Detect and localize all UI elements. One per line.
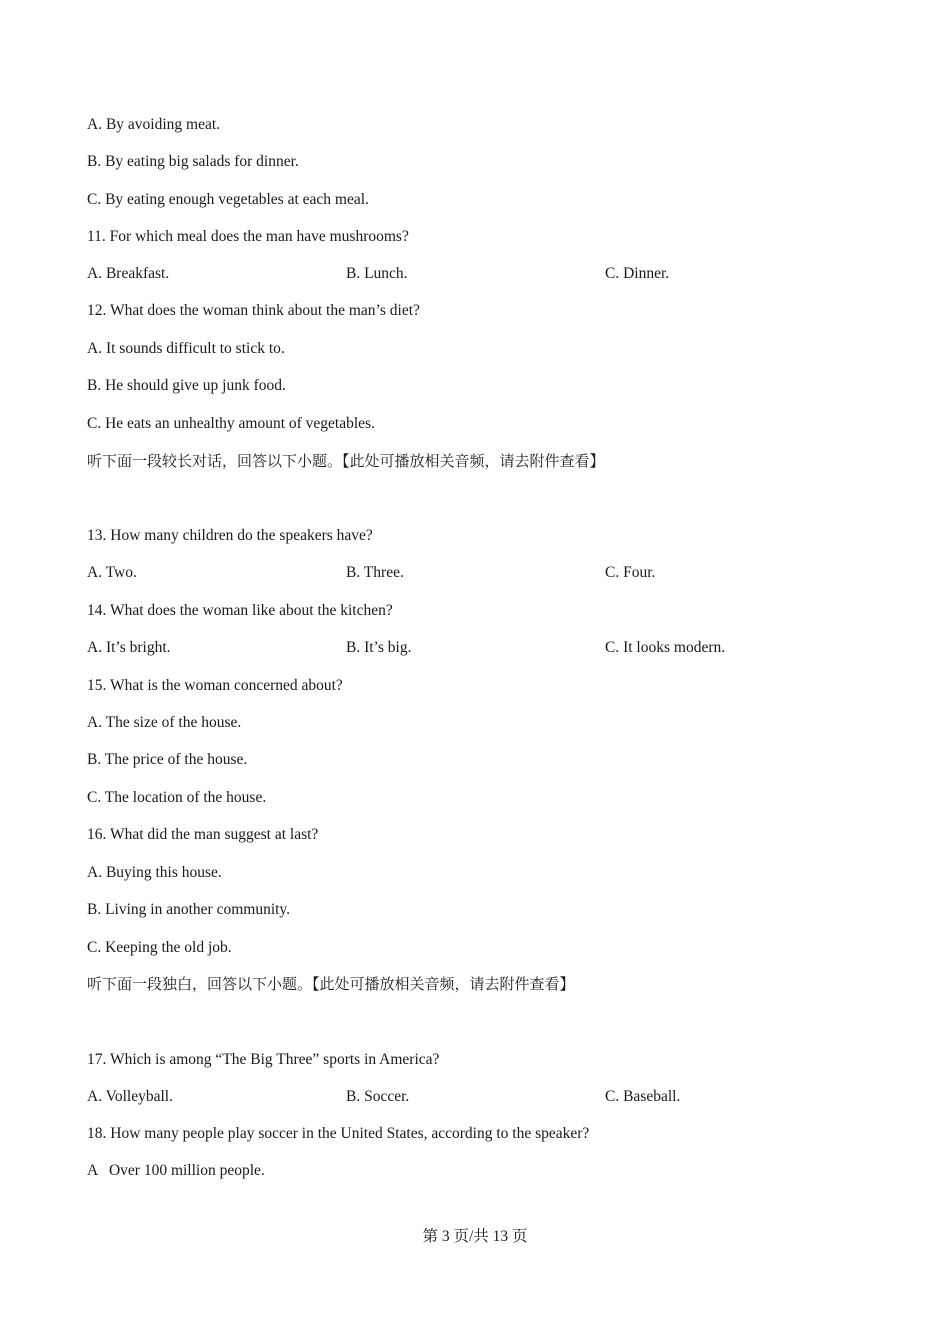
q11-option-c: C. Dinner. <box>605 265 670 282</box>
q11-options <box>87 264 867 284</box>
q17-question: 17. Which is among “The Big Three” sports in America? <box>87 1051 440 1068</box>
q10-option-c: C. By eating enough vegetables at each meal. <box>87 191 369 208</box>
q10-option-b: B. By eating big salads for dinner. <box>87 153 299 170</box>
q13-question: 13. How many children do the speakers have? <box>87 527 373 544</box>
q17-option-b: B. Soccer. <box>346 1088 410 1105</box>
instruction-dialogue: 听下面一段较长对话，回答以下小题。【此处可播放相关音频，请去附件查看】 <box>87 452 605 470</box>
instruction-monologue: 听下面一段独白，回答以下小题。【此处可播放相关音频，请去附件查看】 <box>87 975 575 993</box>
q13-option-c: C. Four. <box>605 564 656 581</box>
page-footer: 第 3 页/共 13 页 <box>422 1228 528 1245</box>
q15-question: 15. What is the woman concerned about? <box>87 677 343 694</box>
q18-question: 18. How many people play soccer in the United States, according to the speaker? <box>87 1125 590 1142</box>
q14-question: 14. What does the woman like about the kitchen? <box>87 602 393 619</box>
q16-option-c: C. Keeping the old job. <box>87 939 232 956</box>
q14-option-c: C. It looks modern. <box>605 639 726 656</box>
q12-option-b: B. He should give up junk food. <box>87 377 286 394</box>
q13-option-b: B. Three. <box>346 564 404 581</box>
q11-option-a: A. Breakfast. <box>87 265 170 282</box>
q17-option-a: A. Volleyball. <box>87 1088 173 1105</box>
q11-option-b: B. Lunch. <box>346 265 408 282</box>
q15-option-b: B. The price of the house. <box>87 751 248 768</box>
q11-question: 11. For which meal does the man have mushrooms? <box>87 228 409 245</box>
q14-option-a: A. It’s bright. <box>87 639 171 656</box>
q14-options <box>87 638 867 658</box>
q12-question: 12. What does the woman think about the man’s diet? <box>87 302 420 319</box>
q13-options <box>87 563 867 583</box>
q12-option-c: C. He eats an unhealthy amount of vegetables. <box>87 415 375 432</box>
q14-option-b: B. It’s big. <box>346 639 412 656</box>
q16-option-b: B. Living in another community. <box>87 901 291 918</box>
q15-option-a: A. The size of the house. <box>87 714 242 731</box>
q18-option-a: A Over 100 million people. <box>87 1162 265 1179</box>
q15-option-c: C. The location of the house. <box>87 789 267 806</box>
q10-option-a: A. By avoiding meat. <box>87 116 221 133</box>
q17-option-c: C. Baseball. <box>605 1088 681 1105</box>
q16-question: 16. What did the man suggest at last? <box>87 826 319 843</box>
q13-option-a: A. Two. <box>87 564 137 581</box>
q12-option-a: A. It sounds difficult to stick to. <box>87 340 285 357</box>
q17-options <box>87 1087 867 1107</box>
q16-option-a: A. Buying this house. <box>87 864 222 881</box>
